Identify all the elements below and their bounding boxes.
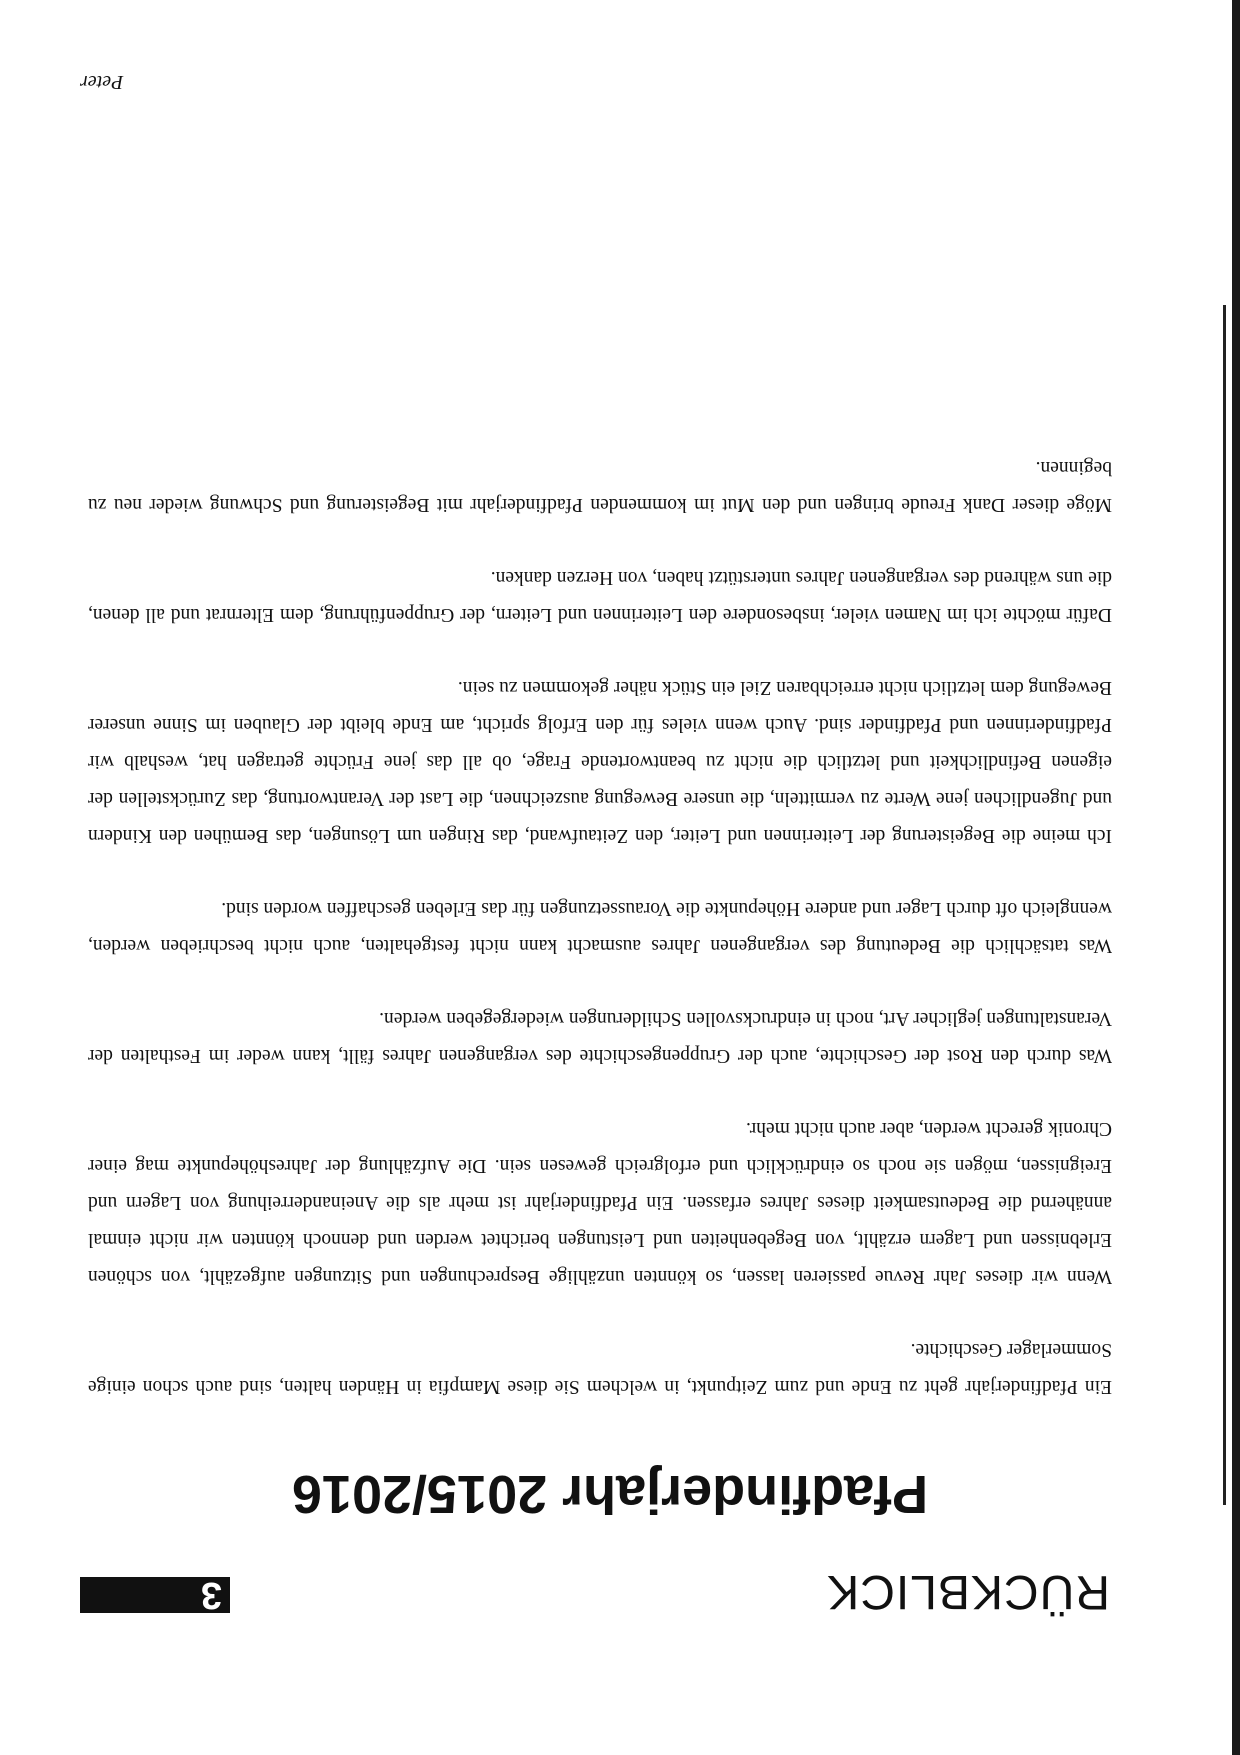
paragraph: Möge dieser Dank Freude bringen und den Mut im kommenden Pfadfinderjahr mit Begeisterung und Schwung wieder neu zu beginnen. [88,457,1112,515]
paragraph: Ein Pfadfinderjahr geht zu Ende und zum Zeitpunkt, in welchem Sie diese Mampfia in Händen halten, sind auch schon einige Sommerlager Geschichte. [88,1339,1112,1397]
paragraph: Dafür möchte ich im Namen vieler, insbesondere den Leiterinnen und Leitern, der Gruppenführung, dem Elternrat und all denen, die uns während des vergangenen Jahres unterstützt haben, von Herzen danken. [88,567,1112,625]
paragraph: Wenn wir dieses Jahr Revue passieren lassen, so könnten unzählige Besprechungen und Sitzungen aufgezählt, von schönen Erlebnissen und Lagern erzählt, von Begebenheiten und Leistungen berichtet werden und dennoch könnten wir nicht einmal annähernd die Bedeutsamkeit dieses Jahres erfassen. Ein Pfadfinderjahr ist mehr als die Aneinanderreihung von Lagern und Ereignissen, mögen sie noch so eindrücklich und erfolgreich gewesen sein. Die Aufzählung der Jahreshöhepunkte mag einer Chronik gerecht werden, aber auch nicht mehr. [88,1118,1112,1287]
article-body [88,413,1112,1405]
paragraph: Was durch den Rost der Geschichte, auch der Gruppengeschichte des vergangenen Jahres fällt, kann weder im Festhalten der Veranstaltungen jeglicher Art, noch in eindrucksvollen Schilderungen wiedergegeben werden. [88,1008,1112,1066]
section-label: RÜCKBLICK [826,1565,1110,1618]
paragraph: Ich meine die Begeisterung der Leiterinnen und Leiter, den Zeitaufwand, das Ringen um Lösungen, das Bemühen den Kindern und Jugendlichen jene Werte zu vermitteln, die unsere Bewegung auszeichnen, die Last der Verantwortung, das Zurückstellen der eigenen Befindlichkeit und letztlich die nicht zu beantwortende Frage, ob all das jene Früchte getragen hat, weshalb wir Pfadfinderinnen und Pfadfinder sind. Auch wenn vieles für den Erfolg spricht, am Ende bleibt der Glauben im Sinne unserer Bewegung dem letztlich nicht erreichbaren Ziel ein Stück näher gekommen zu sein. [88,677,1112,846]
page-number-badge: 3 [80,1577,230,1613]
page-header [80,1559,1110,1619]
author-signature: Peter [80,71,124,93]
scan-edge-inner [1223,305,1226,1505]
paragraph: Was tatsächlich die Bedeutung des vergangenen Jahres ausmacht kann nicht festgehalten, auch nicht beschrieben werden, wenngleich oft durch Lager und andere Höhepunkte die Voraussetzungen für das Erleben geschaffen worden sind. [88,898,1112,956]
article-title: Pfadfinderjahr 2015/2016 [291,1464,929,1524]
